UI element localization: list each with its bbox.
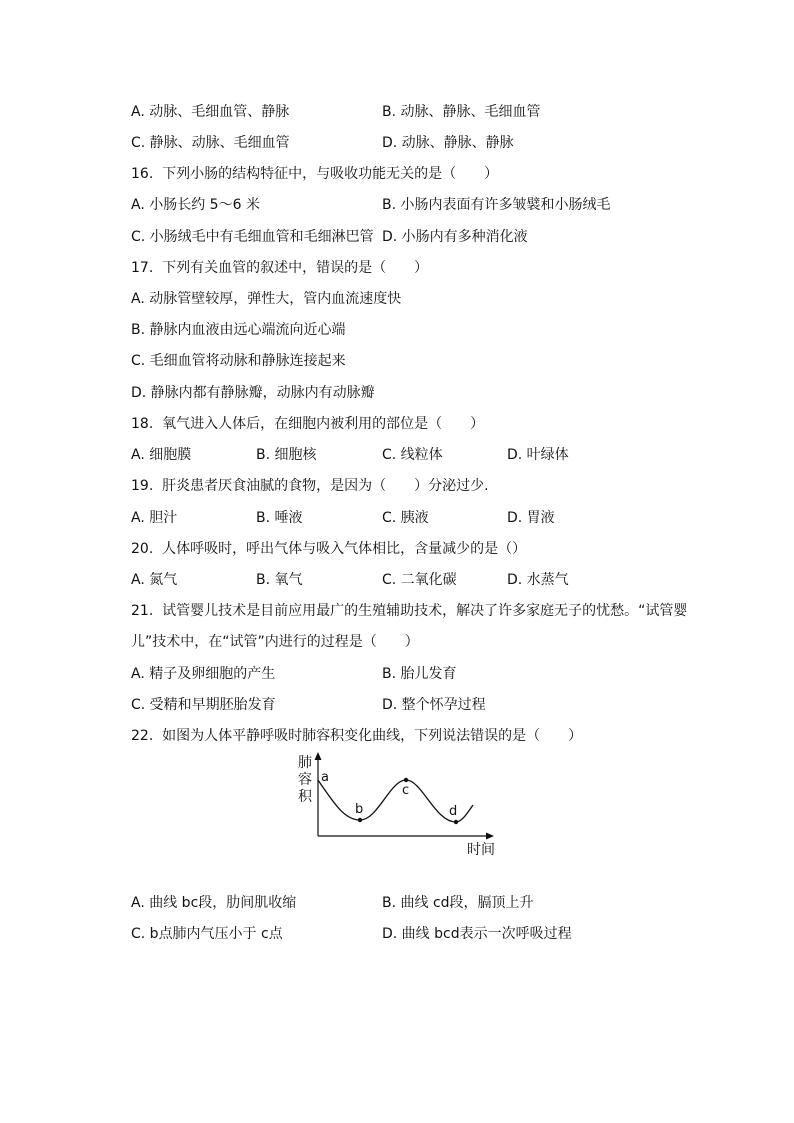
point-c-marker <box>404 778 408 782</box>
q22-row-1 <box>131 893 534 913</box>
q15-option-b: B. 动脉、静脉、毛细血管 <box>382 104 541 120</box>
q21-row-2 <box>131 695 486 715</box>
q17-option-c: C. 毛细血管将动脉和静脉连接起来 <box>131 353 346 369</box>
q22-option-a: A. 曲线 bc段，肋间肌收缩 <box>131 895 297 911</box>
q15-row-1 <box>131 102 541 122</box>
point-a-label: a <box>321 770 329 785</box>
q18-option-a: A. 细胞膜 <box>131 447 192 463</box>
q21-row-1 <box>131 664 457 684</box>
y-axis-arrow <box>315 752 322 760</box>
q19-option-a: A. 胆汁 <box>131 510 178 526</box>
lung-volume-figure <box>290 750 510 860</box>
q15-option-d: D. 动脉、静脉、静脉 <box>382 135 514 151</box>
point-d-label: d <box>449 804 458 819</box>
q20-stem: 20. 人体呼吸时，呼出气体与吸入气体相比，含量减少的是（） <box>131 541 527 557</box>
q21-option-a: A. 精子及卵细胞的产生 <box>131 666 276 682</box>
q16-option-c: C. 小肠绒毛中有毛细血管和毛细淋巴管 <box>131 229 374 245</box>
point-d-marker <box>454 820 458 824</box>
x-axis-arrow <box>486 833 494 840</box>
q17-option-b: B. 静脉内血液由远心端流向近心端 <box>131 322 346 338</box>
q22-option-c: C. b点肺内气压小于 c点 <box>131 926 283 942</box>
q21-stem-line-1: 21. 试管婴儿技术是目前应用最广的生殖辅助技术，解决了许多家庭无子的忧愁。“试管婴 <box>131 603 688 619</box>
q16-option-d: D. 小肠内有多种消化液 <box>382 229 528 245</box>
q15-option-c: C. 静脉、动脉、毛细血管 <box>131 135 290 151</box>
q18-option-c: C. 线粒体 <box>382 447 443 463</box>
q19-stem: 19. 肝炎患者厌食油腻的食物，是因为（ ）分泌过少. <box>131 478 489 494</box>
q16-stem: 16. 下列小肠的结构特征中，与吸收功能无关的是（ ） <box>131 166 499 182</box>
q16-row-2 <box>131 227 528 247</box>
q22-option-d: D. 曲线 bcd表示一次呼吸过程 <box>382 926 572 942</box>
q15-option-a: A. 动脉、毛细血管、静脉 <box>131 104 290 120</box>
point-c-label: c <box>402 783 410 798</box>
q21-option-b: B. 胎儿发育 <box>382 666 457 682</box>
q20-option-b: B. 氧气 <box>256 572 303 588</box>
q19-option-b: B. 唾液 <box>256 510 303 526</box>
q21-option-c: C. 受精和早期胚胎发育 <box>131 697 276 713</box>
q22-stem: 22. 如图为人体平静呼吸时肺容积变化曲线，下列说法错误的是（ ） <box>131 728 583 744</box>
q18-stem: 18. 氧气进入人体后，在细胞内被利用的部位是（ ） <box>131 416 485 432</box>
q17-option-d: D. 静脉内都有静脉瓣，动脉内有动脉瓣 <box>131 385 375 401</box>
point-b-marker <box>358 818 362 822</box>
q21-stem-line-2: 儿”技术中，在“试管”内进行的过程是（ ） <box>131 634 419 650</box>
q22-option-b: B. 曲线 cd段，膈顶上升 <box>382 895 534 911</box>
q20-option-a: A. 氮气 <box>131 572 178 588</box>
point-b-label: b <box>355 802 364 817</box>
q18-option-d: D. 叶绿体 <box>507 447 569 463</box>
q20-option-d: D. 水蒸气 <box>507 572 569 588</box>
y-label-char-2: 容 <box>298 772 312 788</box>
q15-row-2 <box>131 133 514 153</box>
q20-option-c: C. 二氧化碳 <box>382 572 457 588</box>
q18-option-b: B. 细胞核 <box>256 447 317 463</box>
q17-stem: 17. 下列有关血管的叙述中，错误的是（ ） <box>131 260 429 276</box>
y-label-char-3: 积 <box>298 789 312 805</box>
q19-option-c: C. 胰液 <box>382 510 429 526</box>
q17-option-a: A. 动脉管壁较厚，弹性大，管内血流速度快 <box>131 291 402 307</box>
y-label-char-1: 肺 <box>298 755 312 771</box>
q19-option-d: D. 胃液 <box>507 510 555 526</box>
q16-option-b: B. 小肠内表面有许多皱襞和小肠绒毛 <box>382 197 611 213</box>
q16-option-a: A. 小肠长约 5～6 米 <box>131 197 260 213</box>
q16-row-1 <box>131 195 611 215</box>
x-label: 时间 <box>467 842 495 858</box>
q22-row-2 <box>131 924 572 944</box>
q21-option-d: D. 整个怀孕过程 <box>382 697 486 713</box>
